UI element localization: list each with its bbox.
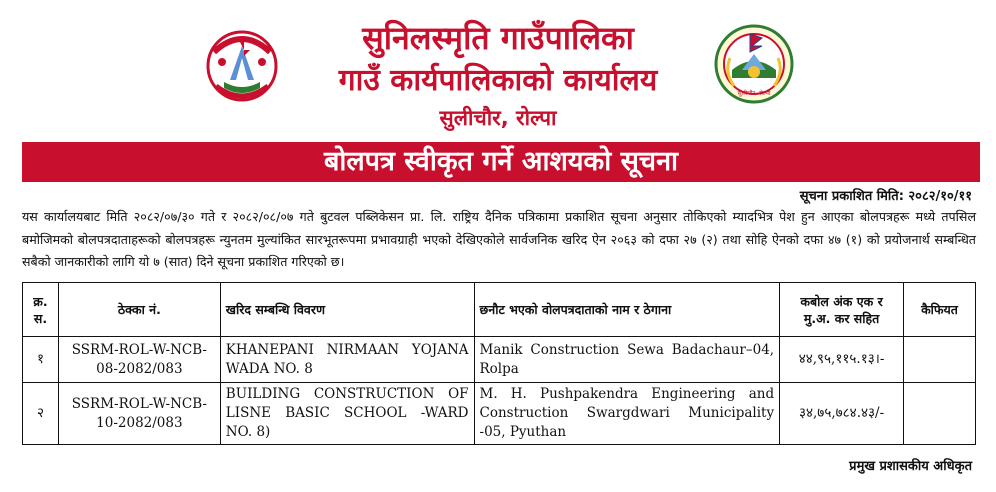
municipality-seal-icon [712,22,796,106]
col-header-ref: ठेक्का नं. [58,283,220,337]
cell-amount: ३४,७५,७८४.४३/- [780,383,904,445]
table-row [23,337,976,383]
col-header-amount: कबोल अंक एक र मु.अ. कर सहित [780,283,904,337]
cell-desc: KHANEPANI NIRMAAN YOJANA WADA NO. 8 [220,337,474,383]
award-table [22,282,976,445]
notice-header [0,0,996,140]
cell-remarks [904,383,976,445]
table-row [23,383,976,445]
cell-amount: ४४,९५,११५.१३।- [780,337,904,383]
cell-remarks [904,337,976,383]
office-address: सुलीचौर, रोल्पा [439,106,557,130]
signatory-title: प्रमुख प्रशासकीय अधिकृत [849,459,972,474]
cell-desc: BUILDING CONSTRUCTION OF LISNE BASIC SCHOOL -WARD NO. 8) [220,383,474,445]
cell-sn: १ [23,337,59,383]
cell-ref: SSRM-ROL-W-NCB-10-2082/083 [58,383,220,445]
col-header-desc: खरिद सम्बन्धि विवरण [220,283,474,337]
col-header-bidder: छनौट भएको वोलपत्रदाताको नाम र ठेगाना [474,283,780,337]
seal-caption: सुलीचौर, रोल्पा [737,90,771,97]
cell-ref: SSRM-ROL-W-NCB-08-2082/083 [58,337,220,383]
cell-bidder: Manik Construction Sewa Badachaur–04, Rolpa [474,337,780,383]
col-header-remarks: कैफियत [904,283,976,337]
notice-title-banner: बोलपत्र स्वीकृत गर्ने आशयको सूचना [22,142,980,182]
municipality-name: सुनिलस्मृति गाउँपालिका [362,19,634,57]
office-name: गाउँ कार्यपालिकाको कार्यालय [338,63,658,98]
notice-body: यस कार्यालयबाट मिति २०८२/०७/३० गते र २०८२/०८/०७ गते बुटवल पब्लिकेसन प्रा. लि. राष्ट्रिय दैनिक पत्रिकामा प्रकाशित सूचना अनुसार तोकिएको म्यादभित्र पेश हुन आएका बोलपत्रहरू मध्ये तपसिल बमोजिमको बोलपत्रदाताहरूको बोलपत्रहरू न्युनतम मुल्यांकित सारभूतरूपमा प्रभावग्राही भएको देखिएकोले सार्वजनिक खरिद ऐन २०६३ को दफा २७ (२) तथा सोहि ऐनको दफा ४७ (१) को प्रयोजनार्थ सम्बन्धित सबैको जानकारीको लागि यो ७ (सात) दिने सूचना प्रकाशित गरिएको छ। [22,209,976,269]
col-header-sn: क्र. स. [23,283,59,337]
table-header-row [23,283,976,337]
cell-bidder: M. H. Pushpakendra Engineering and Construction Swargdwari Municipality -05, Pyuthan [474,383,780,445]
publish-date: सूचना प्रकाशित मिति: २०८२/१०/११ [799,189,972,204]
cell-sn: २ [23,383,59,445]
